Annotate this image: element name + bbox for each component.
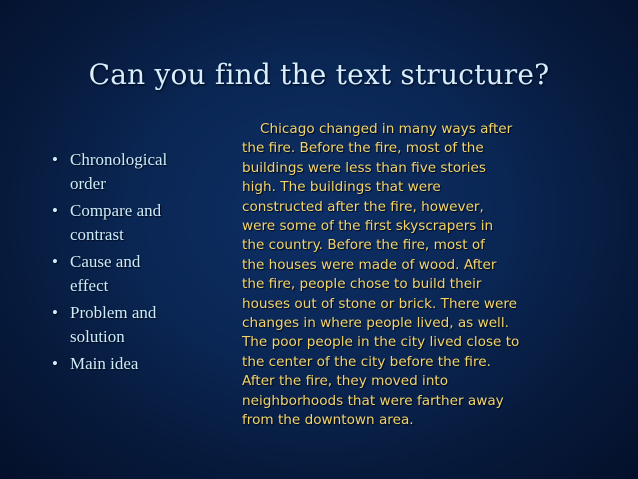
bullet-icon: • [52, 354, 58, 373]
passage-line: constructed after the fire, however, [242, 198, 484, 215]
bullet-line: Main idea [70, 354, 139, 373]
bullet-line: Problem and [70, 303, 157, 322]
passage-line: buildings were less than five stories [242, 159, 486, 176]
bullet-icon: • [52, 201, 58, 220]
passage-line: neighborhoods that were farther away [242, 392, 504, 409]
bullet-line: effect [70, 276, 109, 295]
bullet-line: Cause and [70, 252, 141, 271]
bullet-icon: • [52, 150, 58, 169]
passage-line: the country. Before the fire, most of [242, 237, 485, 254]
bullet-item [52, 301, 217, 349]
passage-line: the fire. Before the fire, most of the [242, 140, 484, 157]
passage-line: from the downtown area. [242, 412, 414, 429]
bullet-line: order [70, 174, 106, 193]
bullet-item [52, 199, 217, 247]
example-passage [242, 120, 582, 431]
passage-line: The poor people in the city lived close to [242, 334, 520, 351]
passage-line: were some of the first skyscrapers in [242, 218, 494, 235]
passage-line: changes in where people lived, as well. [242, 315, 509, 332]
bullet-line: Chronological [70, 150, 168, 169]
passage-line: the center of the city before the fire. [242, 353, 491, 370]
bullet-line: Compare and [70, 201, 162, 220]
bullet-item [52, 148, 217, 196]
passage-line: After the fire, they moved into [242, 373, 449, 390]
structure-options-list [52, 148, 217, 379]
passage-line: the houses were made of wood. After [242, 256, 497, 273]
slide-title: Can you find the text structure? [88, 58, 550, 91]
bullet-line: solution [70, 327, 125, 346]
bullet-line: contrast [70, 225, 124, 244]
bullet-icon: • [52, 303, 58, 322]
bullet-icon: • [52, 252, 58, 271]
passage-line: houses out of stone or brick. There were [242, 295, 518, 312]
passage-line: high. The buildings that were [242, 179, 441, 196]
passage-line: the fire, people chose to build their [242, 276, 482, 293]
bullet-item [52, 250, 217, 298]
passage-line: Chicago changed in many ways after [260, 121, 513, 137]
bullet-item [52, 352, 217, 376]
